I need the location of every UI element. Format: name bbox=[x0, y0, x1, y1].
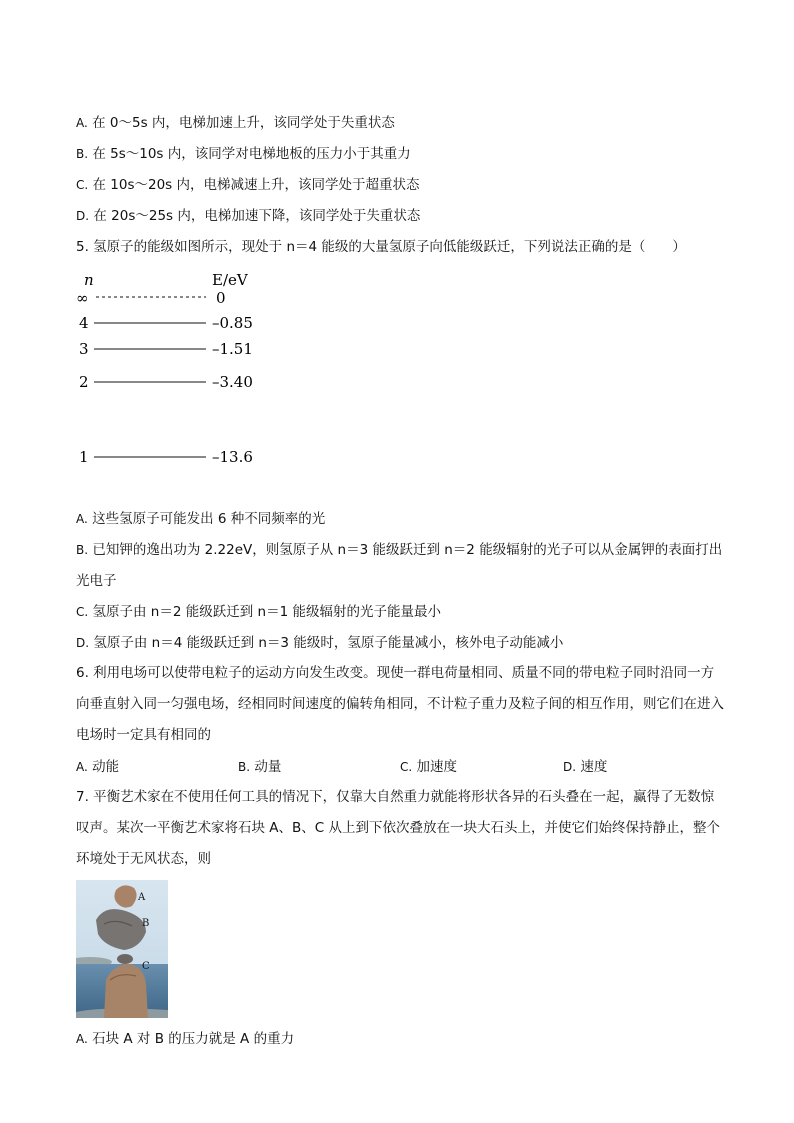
balanced-stones-photo bbox=[76, 880, 168, 1018]
photo-label-b: B bbox=[142, 918, 150, 929]
level-e-inf: 0 bbox=[216, 289, 226, 307]
level-e-3: –1.51 bbox=[212, 340, 253, 358]
level-n-1: 1 bbox=[79, 448, 89, 466]
diagram-e-header: E/eV bbox=[212, 271, 248, 289]
q5-stem: 5. 氢原子的能级如图所示，现处于 n＝4 能级的大量氢原子向低能级跃迁，下列说法正确的是（ ） bbox=[76, 239, 686, 255]
level-n-2: 2 bbox=[79, 373, 89, 391]
q5-option-a: A. 这些氢原子可能发出 6 种不同频率的光 bbox=[76, 511, 326, 527]
q5-option-b-continued: 光电子 bbox=[76, 573, 117, 589]
level-n-4: 4 bbox=[79, 314, 89, 332]
q4-option-c: C. 在 10s～20s 内，电梯减速上升，该同学处于超重状态 bbox=[76, 177, 420, 193]
level-n-inf: ∞ bbox=[76, 289, 89, 307]
level-n-3: 3 bbox=[79, 340, 89, 358]
q6-stem: 6. 利用电场可以使带电粒子的运动方向发生改变。现使一群电荷量相同、质量不同的带电粒子同时沿同一方向垂直射入同一匀强电场，经相同时间速度的偏转角相同，不计粒子重力及粒子间的相互作用，则它们在进入电场时一定具有相同的 bbox=[76, 665, 724, 743]
diagram-n-header: n bbox=[84, 271, 94, 289]
photo-label-a: A bbox=[138, 892, 146, 903]
level-e-4: –0.85 bbox=[212, 314, 253, 332]
q4-option-b: B. 在 5s～10s 内，该同学对电梯地板的压力小于其重力 bbox=[76, 146, 411, 162]
q6-option-c: C. 加速度 bbox=[400, 759, 457, 775]
q7-option-a: A. 石块 A 对 B 的压力就是 A 的重力 bbox=[76, 1031, 295, 1047]
q6-option-d: D. 速度 bbox=[563, 759, 608, 775]
q5-option-c: C. 氢原子由 n＝2 能级跃迁到 n＝1 能级辐射的光子能量最小 bbox=[76, 604, 441, 620]
energy-level-diagram bbox=[70, 262, 270, 472]
q4-option-a: A. 在 0～5s 内，电梯加速上升，该同学处于失重状态 bbox=[76, 115, 395, 131]
level-e-2: –3.40 bbox=[212, 373, 253, 391]
q5-option-d: D. 氢原子由 n＝4 能级跃迁到 n＝3 能级时，氢原子能量减小，核外电子动能减小 bbox=[76, 635, 564, 651]
q6-option-a: A. 动能 bbox=[76, 759, 120, 775]
photo-label-c: C bbox=[142, 961, 150, 972]
q5-option-b: B. 已知钾的逸出功为 2.22eV，则氢原子从 n＝3 能级跃迁到 n＝2 能级辐射的光子可以从金属钾的表面打出 bbox=[76, 542, 723, 558]
q7-stem: 7. 平衡艺术家在不使用任何工具的情况下，仅靠大自然重力就能将形状各异的石头叠在一起，赢得了无数惊叹声。某次一平衡艺术家将石块 A、B、C 从上到下依次叠放在一块大石头上，并使它们始终保持静止，整个环境处于无风状态，则 bbox=[76, 789, 721, 867]
level-e-1: –13.6 bbox=[212, 448, 253, 466]
q6-option-b: B. 动量 bbox=[238, 759, 282, 775]
q4-option-d: D. 在 20s～25s 内，电梯加速下降，该同学处于失重状态 bbox=[76, 208, 421, 224]
